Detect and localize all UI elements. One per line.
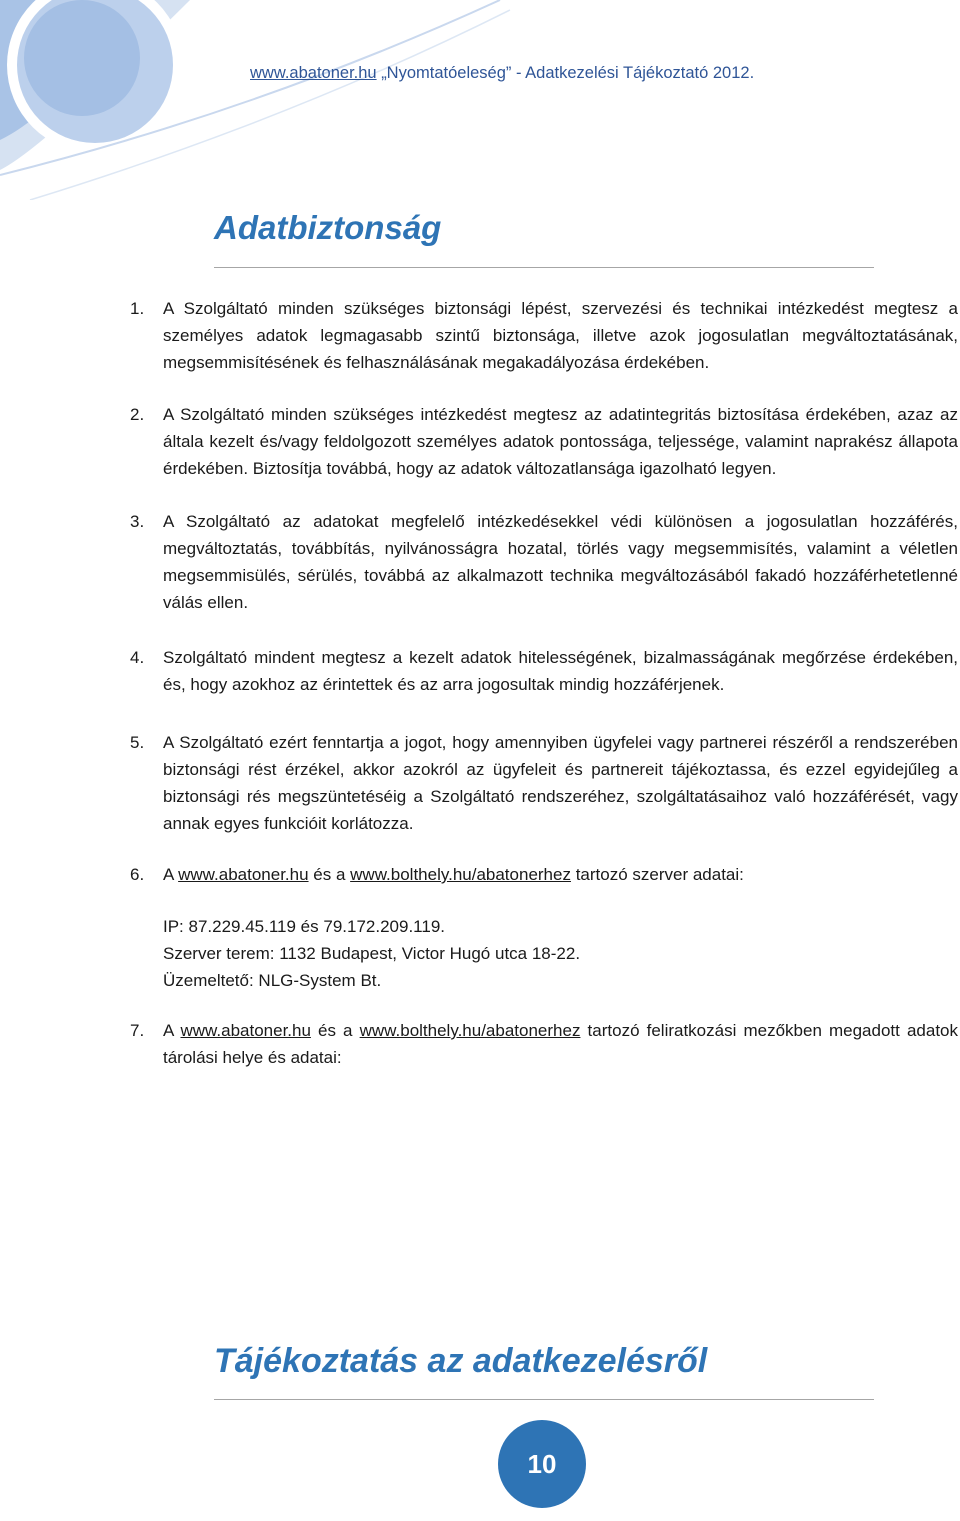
section-title-rule bbox=[214, 267, 874, 268]
list-item-number: 5. bbox=[130, 733, 145, 752]
page-number-badge bbox=[498, 1420, 586, 1508]
corner-decoration bbox=[0, 0, 520, 200]
abatoner-link[interactable]: www.abatoner.hu bbox=[178, 865, 309, 884]
list-item-text bbox=[163, 1017, 958, 1071]
section-title: Adatbiztonság bbox=[214, 209, 442, 246]
list-item-text: A Szolgáltató minden szükséges biztonsági lépést, szervezési és technikai intézkedést megtesz a személyes adatok legmagasabb szintű biztonsága, illetve azok jogosulatlan megváltoztatásának, megsemmisítésének és felhasználásának megakadályozása érdekében. bbox=[163, 299, 958, 372]
list-item-number: 2. bbox=[130, 405, 145, 424]
list-item-3 bbox=[130, 508, 958, 616]
list-item-2 bbox=[130, 401, 958, 482]
list-item-number: 3. bbox=[130, 512, 145, 531]
list-item-number: 6. bbox=[130, 865, 145, 884]
bolthely-link[interactable]: www.bolthely.hu/abatonerhez bbox=[359, 1021, 581, 1040]
header-title: „Nyomtatóeleség” - Adatkezelési Tájékoztató 2012. bbox=[381, 64, 755, 82]
list-item-text: Szolgáltató mindent megtesz a kezelt adatok hitelességének, bizalmasságának megőrzése érdekében, és, hogy azokhoz az érintettek és az arra jogosultak mindig hozzáférjenek. bbox=[163, 648, 958, 694]
list-item-number: 1. bbox=[130, 299, 145, 318]
list-item-5 bbox=[130, 729, 958, 837]
item6-suffix: tartozó szerver adatai: bbox=[570, 865, 744, 884]
bolthely-link[interactable]: www.bolthely.hu/abatonerhez bbox=[350, 865, 571, 884]
list-item-text: A Szolgáltató minden szükséges intézkedést megtesz az adatintegritás biztosítása érdekében, azaz az általa kezelt és/vagy feldolgozott személyes adatok pontossága, teljessége, valamint naprakész állapota érdekében. Biztosítja továbbá, hogy az adatok változatlansága igazolható legyen. bbox=[163, 405, 958, 478]
list-item-text bbox=[163, 861, 958, 888]
footer-title-rule bbox=[214, 1399, 874, 1400]
list-item-text: A Szolgáltató ezért fenntartja a jogot, hogy amennyiben ügyfelei vagy partnerei részéről a rendszerében biztonsági rést érzékel, akkor azokról az ügyfeleit és partnereit tájékoztassa, és ezzel egyidejűleg a biztonsági rés megszüntetéséig a Szolgáltató rendszeréhez, szolgáltatásaihoz való hozzáférését, vagy annak egyes funkcióit korlátozza. bbox=[163, 733, 958, 833]
document-body bbox=[130, 295, 958, 1071]
server-ip: IP: 87.229.45.119 és 79.172.209.119. bbox=[163, 917, 445, 936]
item6-prefix: A bbox=[163, 865, 179, 884]
list-item-4 bbox=[130, 644, 958, 698]
list-item-text: A Szolgáltató az adatokat megfelelő intézkedésekkel védi különösen a jogosulatlan hozzáférés, megváltoztatás, továbbítás, nyilvánosságra hozatal, törlés vagy megsemmisítés, valamint a véletlen megsemmisülés, sérülés, továbbá az alkalmazott technika megváltozásából fakadó hozzáférhetetlenné válás ellen. bbox=[163, 512, 958, 612]
list-item-number: 4. bbox=[130, 648, 145, 667]
list-item-7 bbox=[130, 1017, 958, 1071]
item7-suffix: tartozó feliratkozási mezőkben megadott adatok tárolási helye és adatai: bbox=[163, 1021, 959, 1067]
item7-prefix: A bbox=[163, 1021, 181, 1040]
item6-mid: és a bbox=[308, 865, 351, 884]
server-details bbox=[163, 913, 958, 994]
abatoner-link[interactable]: www.abatoner.hu bbox=[180, 1021, 311, 1040]
server-room: Szerver terem: 1132 Budapest, Victor Hugó utca 18-22. bbox=[163, 944, 581, 963]
header-url-link[interactable]: www.abatoner.hu bbox=[250, 64, 377, 82]
footer-title: Tájékoztatás az adatkezelésről bbox=[214, 1342, 708, 1380]
list-item-number: 7. bbox=[130, 1021, 145, 1040]
list-item-6 bbox=[130, 861, 958, 888]
page-number: 10 bbox=[527, 1448, 557, 1479]
item7-mid: és a bbox=[310, 1021, 360, 1040]
list-item-1 bbox=[130, 295, 958, 376]
page-header bbox=[250, 64, 940, 83]
server-operator: Üzemeltető: NLG-System Bt. bbox=[163, 971, 382, 990]
